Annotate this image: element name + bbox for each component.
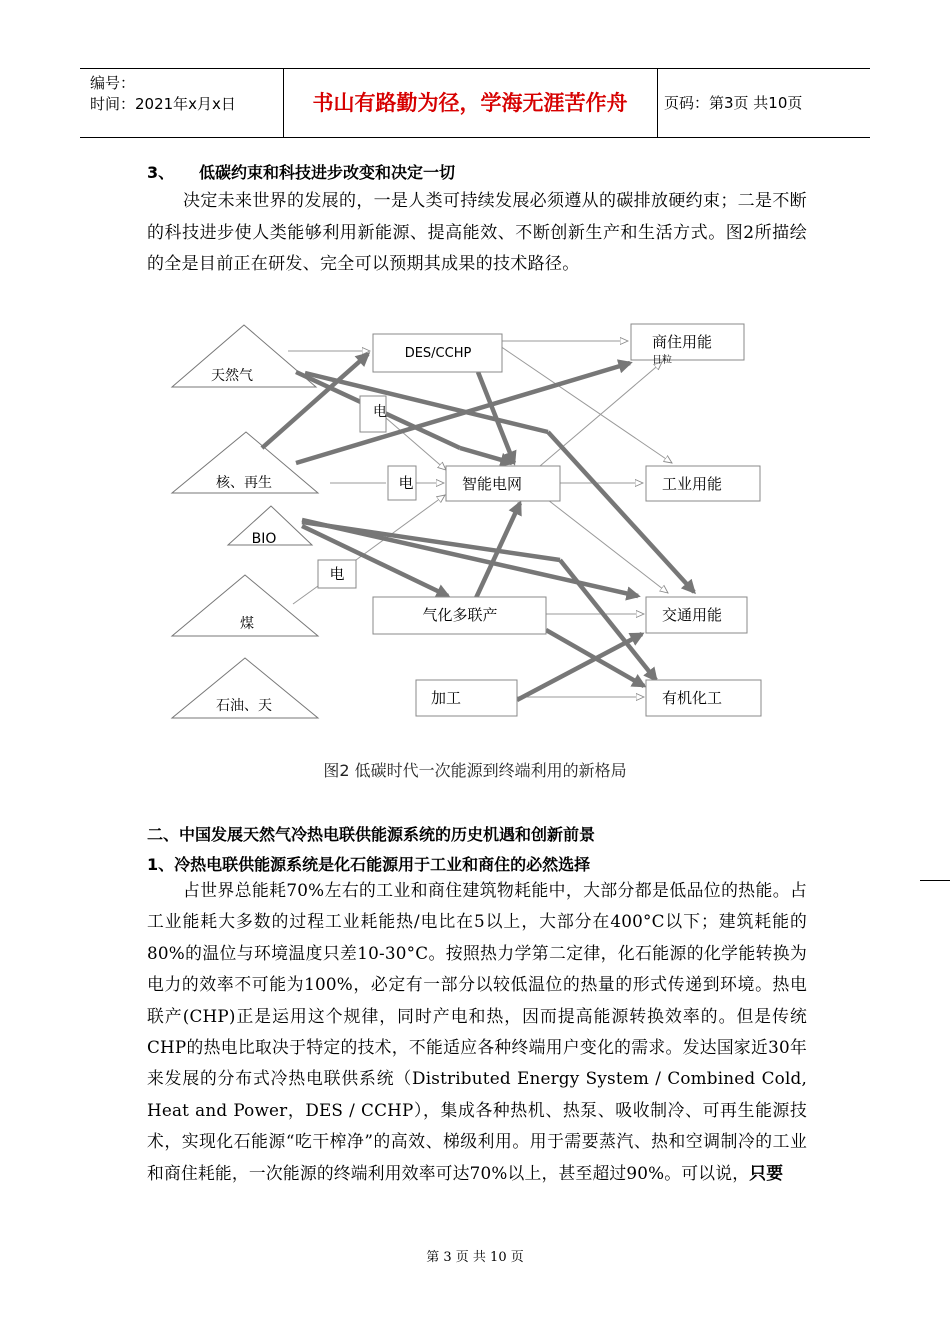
node-elec-3 — [318, 560, 356, 588]
node-label-elec-1: 电 — [373, 404, 387, 420]
node-label-smart-grid: 智能电网 — [461, 475, 523, 493]
flow-gas-to-grid-2 — [460, 448, 512, 463]
source-triangle-coal — [172, 575, 318, 636]
node-smart-grid — [446, 466, 560, 501]
flow-process-to-transport — [517, 634, 642, 700]
header-motto: 书山有路勤为径，学海无涯苦作舟 — [283, 69, 658, 137]
page-footer: 第 3 页 共 10 页 — [426, 1250, 524, 1265]
node-label-gasification: 气化多联产 — [422, 606, 498, 624]
node-transport — [646, 597, 747, 633]
node-elec-2 — [388, 466, 416, 500]
header-page-number: 页码：第3页 共10页 — [664, 94, 803, 112]
node-elec-1 — [360, 396, 387, 432]
flow-coal-to-chemical-2 — [560, 560, 656, 680]
node-label-commercial-cut: 日粒 — [652, 355, 672, 366]
flow-coal-to-chemical — [302, 522, 560, 560]
node-label-commercial: 商住用能 — [651, 333, 713, 351]
flow-gas-to-industrial-2 — [548, 432, 694, 592]
source-label-natural-gas: 天然气 — [211, 368, 253, 384]
source-label-coal: 煤 — [240, 616, 254, 632]
node-label-industrial: 工业用能 — [661, 475, 723, 493]
flow-coal-to-elec3 — [293, 586, 318, 604]
section-2-1-heading: 1、冷热电联供能源系统是化石能源用于工业和商住的必然选择 — [147, 855, 591, 874]
section-2-1-paragraph — [147, 875, 807, 1189]
dark-flow-arrows — [262, 354, 694, 700]
section-2-1-body — [147, 875, 807, 1189]
node-processing — [416, 680, 517, 716]
node-label-des-cchp: DES/CCHP — [404, 346, 472, 361]
source-triangle-natural-gas — [172, 325, 316, 387]
header-code: 编号： — [90, 74, 136, 92]
header-date: 时间：2021年x月x日 — [90, 95, 236, 113]
source-triangle-oil — [172, 658, 318, 718]
flow-grid-to-commercial — [540, 362, 662, 466]
source-triangle-bio — [228, 506, 312, 547]
section-3-number: 3、 — [147, 163, 175, 182]
flow-des-to-industrial — [500, 346, 672, 463]
node-label-processing: 加工 — [430, 689, 462, 707]
node-des-cchp — [373, 334, 502, 372]
node-chemical — [646, 680, 761, 716]
node-gasification — [373, 597, 546, 634]
node-label-elec-2: 电 — [398, 474, 414, 492]
node-label-transport: 交通用能 — [661, 606, 723, 624]
section-2-1-text: 占世界总能耗70%左右的工业和商住建筑物耗能中，大部分都是低品位的热能。占工业能耗大多数的过程工业耗能热/电比在5以上，大部分在400°C以下；建筑耗能的80%的温位与环境温度只差10-30°C。按照热力学第二定律，化石能源的化学能转换为电力的效率不可能为100%，必定有一部分以较低温位的热量的形式传递到环境。热电联产(CHP)正是运用这个规律，同时产电和热，因而提高能源转换效率的。但是传统CHP的热电比取决于特定的技术，不能适应各种终端用户变化的需求。发达国家近30年来发展的分布式冷热电联供系统（Distributed Energy System / Combined Cold, Heat and Power，DES / CCHP），集成各种热机、热泵、吸收制冷、可再生能源技术，实现化石能源“吃干榨净”的高效、梯级利用。用于需要蒸汽、热和空调制冷的工业和商住耗能，一次能源的终端利用效率可达70%以上，甚至超过90%。可以说， — [147, 880, 808, 1183]
margin-rule — [920, 880, 950, 881]
section-3-title: 低碳约束和科技进步改变和决定一切 — [199, 163, 456, 182]
node-label-elec-3: 电 — [329, 565, 345, 583]
source-label-bio: BIO — [251, 531, 277, 547]
section-3-paragraph: 决定未来世界的发展的，一是人类可持续发展必须遵从的碳排放硬约束；二是不断的科技进步使人类能够利用新能源、提高能效、不断创新生产和生活方式。图2所描绘的全是目前正在研发、完全可以预期其成果的技术路径。 — [147, 191, 807, 274]
node-commercial — [631, 324, 744, 366]
section-2-1-bold-text: 只要 — [749, 1162, 784, 1183]
node-label-chemical: 有机化工 — [661, 689, 723, 707]
source-label-nuclear-renewable: 核、再生 — [216, 475, 272, 491]
section-2-heading: 二、中国发展天然气冷热电联供能源系统的历史机遇和创新前景 — [147, 825, 596, 844]
node-industrial — [646, 466, 760, 501]
figure-caption: 图2 低碳时代一次能源到终端利用的新格局 — [323, 761, 627, 780]
source-label-oil: 石油、天 — [216, 698, 272, 714]
